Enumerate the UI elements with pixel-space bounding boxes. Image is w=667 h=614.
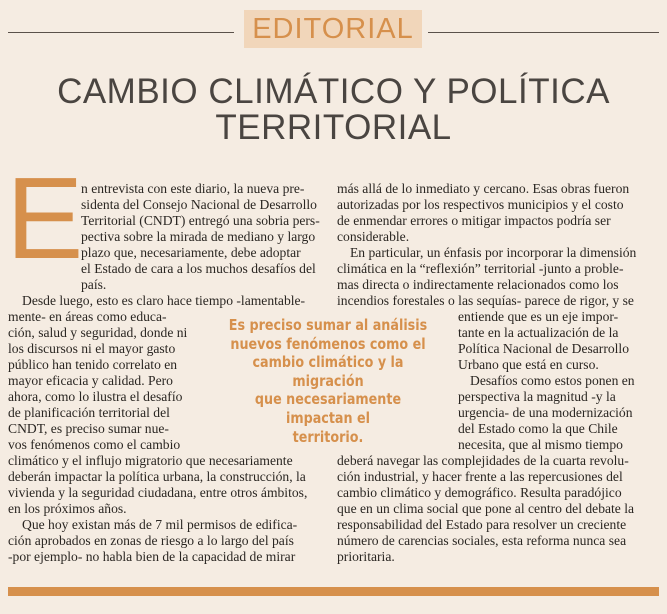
text-line: CNDT, es preciso sumar nue- xyxy=(8,421,169,436)
text-line: necesita, que al mismo tiempo xyxy=(458,437,623,452)
text-line: de enmendar errores o mitigar impactos podría ser xyxy=(337,213,611,228)
text-line: prioritaria. xyxy=(337,549,395,564)
text-line: número de carencias sociales, esta reforma nunca sea xyxy=(337,533,627,548)
text-line: ahora, como lo ilustra el desafío xyxy=(8,389,183,404)
text-line: del Estado como la que Chile xyxy=(458,421,618,436)
header-rule-left xyxy=(8,32,234,33)
headline-line: TERRITORIAL xyxy=(215,108,452,147)
text-line: en los próximos años. xyxy=(8,501,127,516)
text-line: incendios forestales o las sequías- parece de rigor, y se xyxy=(337,293,634,308)
text-line: ción aprobados en zonas de riesgo a lo largo del país xyxy=(8,533,294,548)
headline xyxy=(40,74,627,146)
text-line: deberán impactar la política urbana, la construcción, la xyxy=(8,469,306,484)
headline-line: CAMBIO CLIMÁTICO Y POLÍTICA xyxy=(57,72,610,111)
text-line: Que hoy existan más de 7 mil permisos de edifica- xyxy=(22,517,298,532)
pull-quote xyxy=(223,317,433,447)
text-line: climática en la “reflexión” territorial -junto a proble- xyxy=(337,261,624,276)
pull-quote-line: territorio. xyxy=(292,428,364,446)
text-line: mas directa o indirectamente relacionados como los xyxy=(337,277,619,292)
bottom-rule xyxy=(8,587,659,596)
text-line: Desafíos como estos ponen en xyxy=(470,373,635,388)
section-label: EDITORIAL xyxy=(244,10,422,48)
text-line: que en un clima social que pone al centro del debate la xyxy=(337,501,635,516)
text-line: urgencia- de una modernización xyxy=(458,405,633,420)
text-line: más allá de lo inmediato y cercano. Esas obras fueron xyxy=(337,181,630,196)
text-line: ción industrial, y hacer frente a las repercusiones del xyxy=(337,469,623,484)
text-line: Política Nacional de Desarrollo xyxy=(458,341,629,356)
text-line: considerable. xyxy=(337,229,410,244)
text-line: climático y el influjo migratorio que necesariamente xyxy=(8,453,293,468)
text-line: los discursos ni el mayor gasto xyxy=(8,341,176,356)
text-line: En particular, un énfasis por incorporar la dimensión xyxy=(350,245,637,260)
text-line: público han tenido correlato en xyxy=(8,357,178,372)
text-line: n entrevista con este diario, la nueva pre- xyxy=(81,181,305,196)
text-line: cambio climático y demográfico. Resulta paradójico xyxy=(337,485,622,500)
text-line: mayor eficacia y calidad. Pero xyxy=(8,373,173,388)
drop-cap: E xyxy=(6,153,84,283)
text-line: el Estado de cara a los muchos desafíos del xyxy=(81,261,316,276)
text-line: vivienda y la seguridad ciudadana, entre otros ámbitos, xyxy=(8,485,308,500)
text-line: sidenta del Consejo Nacional de Desarrollo xyxy=(81,197,317,212)
header-rule-right xyxy=(428,32,659,33)
text-line: mente- en áreas como educa- xyxy=(8,309,167,324)
pull-quote-line: nuevos fenómenos como el xyxy=(230,335,426,353)
text-line: ción, salud y seguridad, donde ni xyxy=(8,325,188,340)
text-line: vos fenómenos como el cambio xyxy=(8,437,181,452)
text-line: pectiva sobre la mirada de mediano y largo xyxy=(81,229,316,244)
pull-quote-line: cambio climático y la migración xyxy=(252,354,404,390)
text-line: autorizadas por los respectivos municipios y el costo xyxy=(337,197,624,212)
text-line: responsabilidad del Estado para resolver un creciente xyxy=(337,517,627,532)
text-line: tante en la actualización de la xyxy=(458,325,619,340)
text-line: país. xyxy=(81,277,107,292)
text-line: de planificación territorial del xyxy=(8,405,170,420)
text-line: Urbano que está en curso. xyxy=(458,357,599,372)
pull-quote-line: Es preciso sumar al análisis xyxy=(228,317,428,334)
text-line: entiende que es un eje impor- xyxy=(458,309,619,324)
text-line: perspectiva la magnitud -y la xyxy=(458,389,616,404)
pull-quote-line: que necesariamente impactan el xyxy=(254,391,402,427)
text-line: plazo que, necesariamente, debe adoptar xyxy=(81,245,301,260)
text-line: Desde luego, esto es claro hace tiempo -lamentable- xyxy=(22,293,306,308)
text-line: -por ejemplo- no habla bien de la capacidad de mirar xyxy=(8,549,296,564)
text-line: deberá navegar las complejidades de la cuarta revolu- xyxy=(337,453,629,468)
text-line: Territorial (CNDT) entregó una sobria pers- xyxy=(81,213,320,228)
